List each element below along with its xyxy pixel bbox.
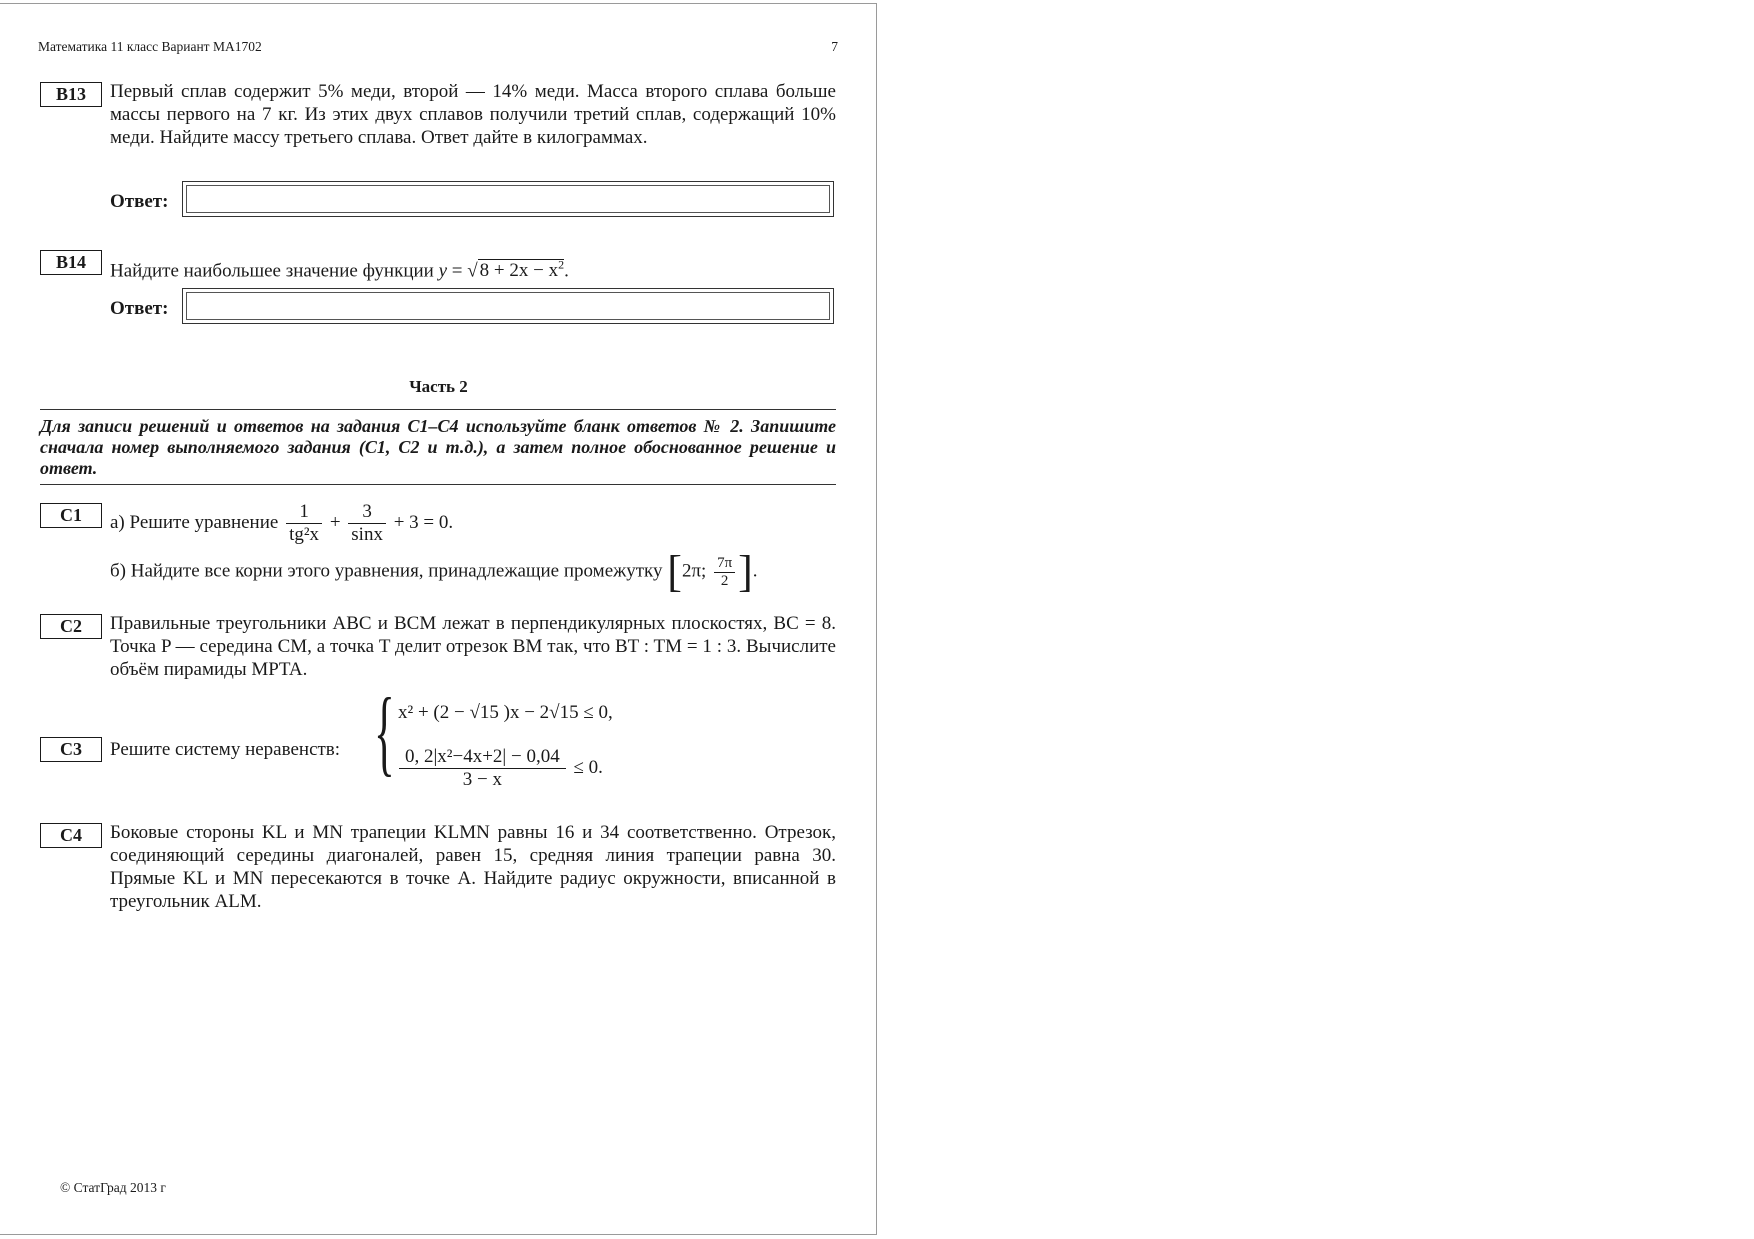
part-instructions: Для записи решений и ответов на задания С1–С4 используйте бланк ответов № 2. Запишите сначала номер выполняемого задания (С1, С2 и т.д.), а затем полное обоснованное решение и ответ. [40,409,836,485]
header-title: Математика 11 класс Вариант МА1702 [38,39,262,54]
c1-tail: + 3 = 0. [393,511,454,533]
c1-a-text: а) Решите уравнение [110,511,279,533]
c3-den: 3 − x [462,769,502,790]
c1-b-text: б) Найдите все корни этого уравнения, принадлежащие промежутку [110,560,663,582]
c3-line-1: x² + (2 − √15 )x − 2√15 ≤ 0, [398,702,613,723]
b14-text: Найдите наибольшее значение функции [110,260,434,282]
b14-eq: = [447,260,468,282]
answer-label: Ответ: [110,191,169,212]
footer-copyright: © СтатГрад 2013 г [60,1180,166,1195]
c1-f1-den: tg²x [289,524,320,545]
sqrt-sign: √ [467,260,478,282]
b14-exp: 2 [558,258,565,272]
c1-fraction-2 [348,501,386,546]
c1-interval-left: 2π; [681,560,707,582]
task-c4 [40,821,836,913]
c1-dot: . [752,560,758,582]
c1-f2-den: sinx [351,524,383,545]
answer-row-b14 [110,288,836,328]
task-b13 [40,80,836,149]
task-text-b13: Первый сплав содержит 5% меди, второй — 14% меди. Масса второго сплава больше массы первого на 7 кг. Из этих двух сплавов получили третий сплав, содержащий 10% меди. Найдите массу третьего сплава. Ответ дайте в килограммах. [110,81,836,148]
c1-plus: + [329,511,341,533]
answer-row-b13 [110,181,836,221]
page-header [38,39,838,55]
task-label-c3: C3 [40,737,102,762]
c1-int-den: 2 [720,572,729,589]
task-c2 [40,612,836,681]
task-label-c2: C2 [40,614,102,639]
c1-f1-num: 1 [286,501,322,524]
task-text-c4: Боковые стороны KL и MN трапеции KLMN равны 16 и 34 соответственно. Отрезок, соединяющий середины диагоналей, равен 15, средняя линия трапеции равна 30. Прямые KL и MN пересекаются в точке A. Найдите радиус окружности, вписанной в треугольник ALM. [110,822,836,912]
task-text-c2: Правильные треугольники ABC и BCM лежат в перпендикулярных плоскостях, BC = 8. Точка P — середина CM, а точка T делит отрезок BM так, что BT : TM = 1 : 3. Вычислите объём пирамиды MPTA. [110,613,836,680]
task-text-c3: Решите систему неравенств: [110,739,341,760]
c1-part-b [110,547,836,596]
bracket-left: [ [667,547,682,596]
b14-radicand-expr: 8 + 2x − x [479,260,559,282]
exam-page [0,3,877,1235]
b14-radicand [478,259,564,281]
c1-int-num: 7π [714,555,735,573]
c3-tail: ≤ 0. [573,756,603,778]
c3-fraction [399,746,566,791]
c1-fraction-1 [286,501,322,546]
task-label-b14: B14 [40,250,102,275]
c3-num: 0, 2|x²−4x+2| − 0,04 [399,746,566,769]
c1-part-a [110,501,836,546]
c1-f2-num: 3 [348,501,386,524]
task-label-c1: C1 [40,503,102,528]
system-brace: { [374,678,395,785]
task-b14 [40,248,836,282]
task-label-b13: B13 [40,82,102,107]
page-number: 7 [831,39,838,54]
task-c1 [40,501,836,596]
b14-var-y: y [438,260,448,282]
task-text-b14 [110,248,836,282]
answer-field-b14[interactable] [182,288,834,324]
answer-label: Ответ: [110,298,169,319]
b14-end: . [564,260,569,282]
answer-field-b13[interactable] [182,181,834,217]
part-title: Часть 2 [409,377,468,396]
c1-interval-fraction [714,555,735,590]
task-label-c4: C4 [40,823,102,848]
bracket-right: ] [738,547,753,596]
c3-line-2 [396,746,603,791]
